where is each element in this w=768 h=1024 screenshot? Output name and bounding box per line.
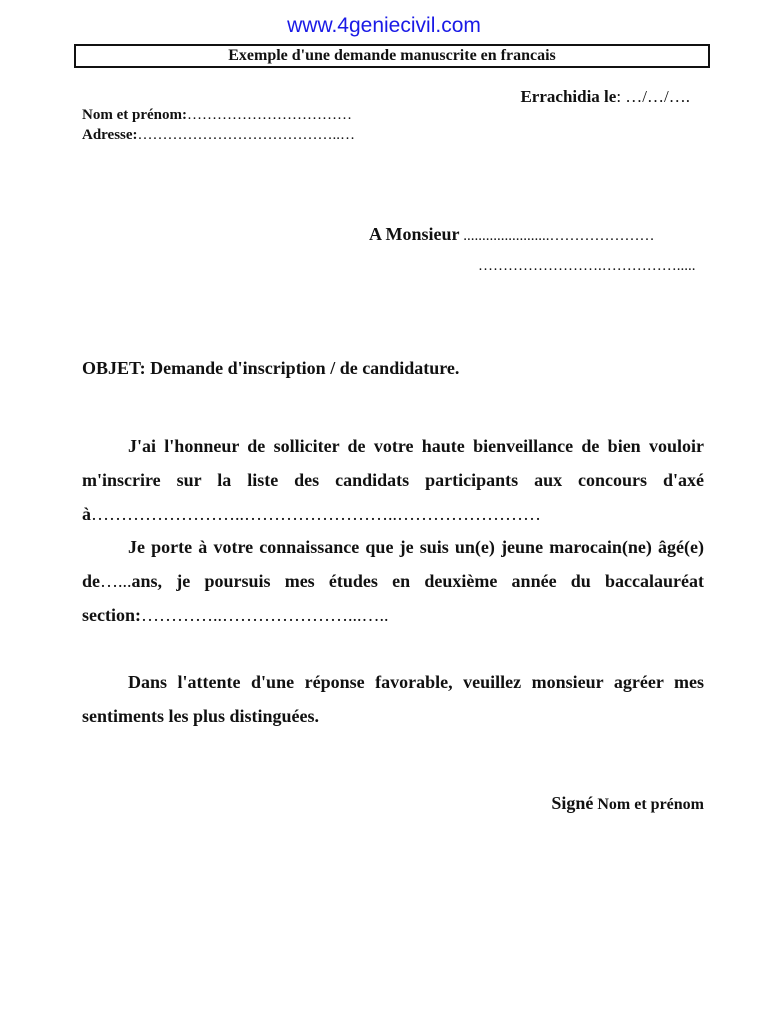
paragraph-2-text-b: ans, je poursuis mes études en deuxième année du baccalauréat section: [82, 571, 704, 625]
paragraph-2-dots-a: …... [100, 571, 132, 591]
sender-address-line [82, 127, 355, 144]
recipient-line [369, 224, 655, 245]
paragraph-3-text: Dans l'attente d'une réponse favorable, veuillez monsieur agréer mes sentiments les plus distinguées. [82, 672, 704, 726]
date-label: Errachidia le [520, 87, 617, 106]
site-link[interactable]: www.4geniecivil.com [287, 14, 481, 37]
signature-name: Nom et prénom [597, 796, 704, 813]
recipient-dots-line: …………………….……………..... [478, 258, 696, 274]
letter-paragraph-2 [82, 530, 704, 632]
paragraph-2-dots-b: …………..…………………...….. [140, 605, 389, 625]
date-value: : …/…/…. [616, 87, 690, 106]
recipient-dots: .......................………………… [459, 228, 655, 244]
paragraph-1-dots: ……………………..……………………..…………………… [91, 504, 541, 524]
date-line [520, 87, 690, 107]
signature-label: Signé [551, 793, 594, 813]
paragraph-1-text: J'ai l'honneur de solliciter de votre haute bienveillance de bien vouloir m'inscrire sur la liste des candidats participants aux concours d'axé à [82, 436, 704, 524]
letter-paragraph-3 [82, 665, 704, 733]
sender-name-label: Nom et prénom: [82, 107, 187, 123]
signature-line [551, 793, 704, 814]
sender-address-label: Adresse: [82, 127, 138, 143]
letter-paragraph-1 [82, 429, 704, 531]
letter-object: OBJET: Demande d'inscription / de candidature. [82, 358, 460, 378]
document-title: Exemple d'une demande manuscrite en francais [74, 44, 710, 68]
paragraph-2-text-a: Je porte à votre connaissance que je suis un(e) jeune marocain(ne) âgé(e) de [82, 537, 704, 591]
sender-name-dots: …………………………… [186, 107, 352, 123]
recipient-label: A Monsieur [369, 224, 460, 244]
sender-name-line [82, 107, 352, 124]
sender-address-dots: …………………………………..… [137, 127, 356, 143]
